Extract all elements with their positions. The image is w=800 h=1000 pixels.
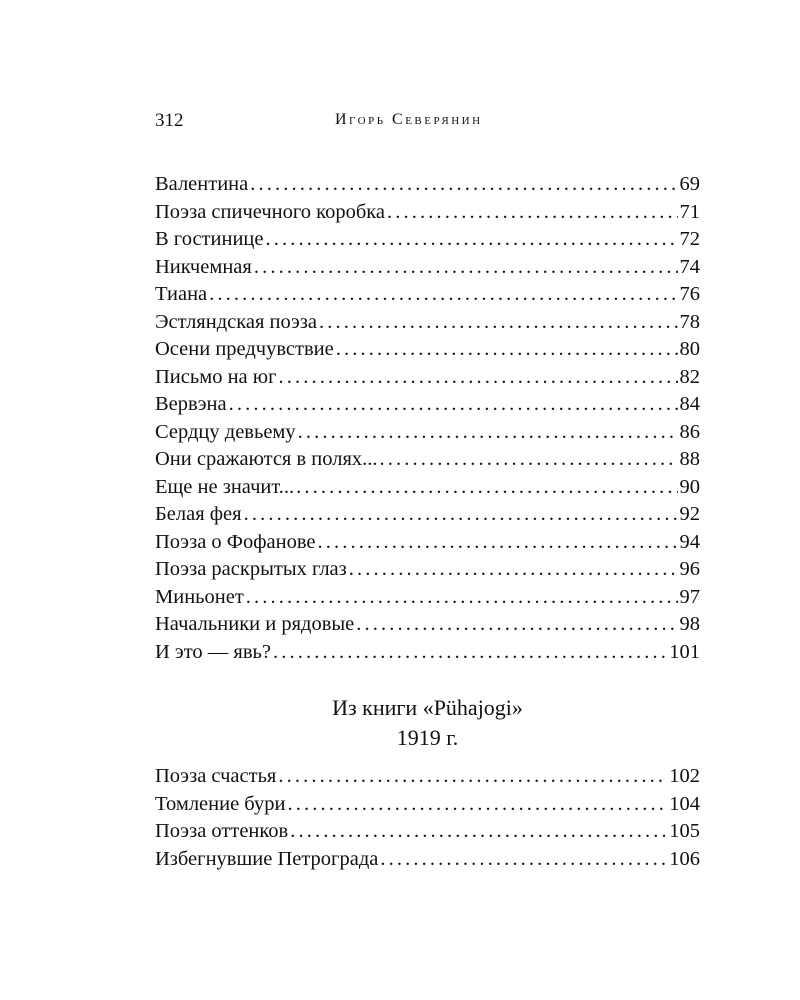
dot-leader [318,529,678,557]
toc-entry-page: 96 [679,558,700,580]
toc-entry-title: Начальники и рядовые [155,613,355,635]
dot-leader [278,763,667,791]
toc-entry-title: Они сражаются в полях... [155,448,378,470]
toc-entry [155,419,700,447]
toc-entry-page: 101 [669,640,700,663]
toc-entry-title: Вервэна [155,393,227,415]
dot-leader [387,199,677,227]
toc-entry [155,474,700,502]
toc-entry [155,226,700,254]
toc-entry-page: 86 [679,420,700,443]
toc-entry-page: 80 [679,338,700,360]
toc-entry-page: 97 [679,585,700,608]
toc-entry-page: 98 [679,613,700,635]
toc-entry [155,639,700,667]
dot-leader [273,639,667,667]
toc-entry-title: Еще не значит... [155,475,295,498]
dot-leader [209,281,677,309]
toc-entry [155,791,700,819]
dot-leader [349,556,678,584]
toc-entry [155,309,700,337]
toc-entry-page: 69 [679,173,700,195]
dot-leader [244,501,678,529]
section-heading [155,693,700,753]
table-of-contents-part-1 [155,171,700,666]
toc-entry-page: 92 [679,503,700,525]
toc-entry-title: Поэза о Фофанове [155,530,316,553]
dot-leader [298,419,678,447]
toc-entry-title: Избегнувшие Петрограда [155,847,379,870]
dot-leader [380,446,678,474]
toc-entry-title: Томление бури [155,792,286,815]
toc-entry [155,281,700,309]
toc-entry-title: Валентина [155,173,249,195]
toc-entry-page: 84 [679,393,700,415]
dot-leader [279,364,678,392]
dot-leader [380,846,667,874]
toc-entry-title: Миньонет [155,585,244,608]
toc-entry-title: Письмо на юг [155,365,277,388]
dot-leader [246,584,678,612]
toc-entry-page: 105 [669,820,700,842]
toc-entry [155,584,700,612]
toc-entry [155,501,700,529]
dot-leader [266,226,678,254]
toc-entry-title: Поэза оттенков [155,820,289,842]
toc-entry [155,818,700,846]
toc-entry-title: И это — явь? [155,640,271,663]
dot-leader [287,791,667,819]
running-head-author: Игорь Северянин [335,111,483,128]
page-number: 312 [155,110,184,131]
toc-entry-title: Поэза раскрытых глаз [155,558,347,580]
toc-entry-title: Белая фея [155,503,242,525]
toc-entry-page: 88 [679,448,700,470]
dot-leader [229,391,678,419]
toc-entry-title: Никчемная [155,255,252,278]
running-head [155,110,700,134]
toc-entry-page: 82 [679,365,700,388]
toc-entry-page: 72 [679,228,700,250]
toc-entry-page: 90 [679,475,700,498]
toc-entry [155,254,700,282]
section-year: 1919 г. [396,725,459,750]
toc-entry [155,763,700,791]
toc-entry-title: Поэза счастья [155,765,277,787]
toc-entry [155,199,700,227]
toc-entry [155,364,700,392]
dot-leader [250,171,677,199]
table-of-contents-part-2 [155,763,700,873]
toc-entry-title: Тиана [155,283,208,305]
toc-entry-title: Сердцу девьему [155,420,296,443]
toc-entry-page: 94 [679,530,700,553]
toc-entry [155,391,700,419]
toc-entry-page: 78 [679,310,700,333]
dot-leader [336,336,678,364]
toc-entry-title: В гостинице [155,228,264,250]
section-title: Из книги «Pühajogi» [332,695,523,720]
toc-entry [155,446,700,474]
toc-entry-page: 102 [669,765,700,787]
toc-entry [155,171,700,199]
toc-entry-title: Эстляндская поэза [155,310,318,333]
dot-leader [319,309,677,337]
dot-leader [290,818,667,846]
toc-entry [155,336,700,364]
dot-leader [296,474,677,502]
toc-entry-page: 76 [679,283,700,305]
toc-entry-page: 74 [679,255,700,278]
toc-entry [155,556,700,584]
toc-entry [155,611,700,639]
dot-leader [254,254,678,282]
dot-leader [356,611,677,639]
toc-entry-page: 104 [669,792,700,815]
toc-entry-page: 106 [669,847,700,870]
toc-entry-title: Осени предчувствие [155,338,334,360]
toc-entry [155,846,700,874]
toc-entry-page: 71 [679,200,700,223]
toc-entry-title: Поэза спичечного коробка [155,200,386,223]
toc-entry [155,529,700,557]
